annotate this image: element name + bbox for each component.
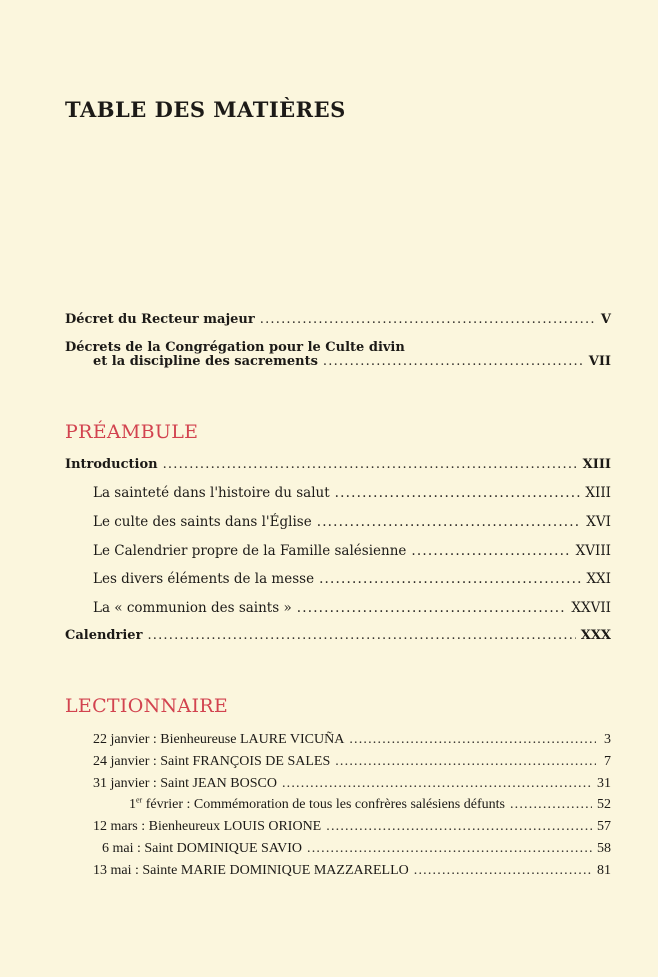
toc-leader-dots (163, 457, 578, 473)
toc-entry-page: 31 (597, 776, 611, 791)
toc-entry-page: 7 (604, 754, 611, 769)
toc-entry[interactable] (129, 797, 611, 813)
toc-entry-label: Les divers éléments de la messe (93, 571, 315, 587)
toc-entry-page: 58 (597, 841, 611, 856)
toc-entry-page: VII (588, 354, 611, 369)
toc-leader-dots (335, 485, 581, 501)
toc-entry-page: XVIII (575, 543, 611, 559)
toc-entry[interactable] (93, 776, 611, 792)
toc-entry[interactable] (102, 841, 611, 857)
toc-entry-label: La sainteté dans l'histoire du salut (93, 485, 330, 501)
toc-entry-label: 13 mai : Sainte MARIE DOMINIQUE MAZZARELLO (93, 863, 409, 878)
toc-entry-label: et la discipline des sacrements (93, 354, 318, 369)
toc-entry-page: XXX (580, 628, 611, 643)
toc-entry[interactable] (65, 312, 611, 328)
toc-leader-dots (326, 819, 592, 835)
toc-entry[interactable] (93, 485, 611, 501)
toc-entry[interactable] (93, 754, 611, 770)
toc-entry[interactable] (93, 819, 611, 835)
toc-entry-label-line1: Décrets de la Congrégation pour le Culte divin (65, 340, 405, 355)
toc-entry-page: XIII (582, 457, 611, 472)
toc-leader-dots (317, 514, 582, 530)
toc-leader-dots (297, 600, 567, 616)
toc-entry-page: 52 (597, 797, 611, 812)
toc-entry-page: 57 (597, 819, 611, 834)
toc-entry-page: 3 (604, 732, 611, 747)
toc-leader-dots (260, 312, 596, 328)
section-heading-lectionnaire: LECTIONNAIRE (65, 695, 229, 717)
toc-entry-page: XVI (586, 514, 611, 530)
toc-entry-label: La « communion des saints » (93, 600, 292, 616)
toc-entry[interactable] (65, 457, 611, 473)
toc-entry[interactable] (93, 543, 611, 559)
toc-leader-dots (414, 863, 592, 879)
toc-leader-dots (147, 628, 575, 644)
toc-leader-dots (349, 732, 596, 748)
toc-entry-label: Décret du Recteur majeur (65, 312, 255, 327)
toc-leader-dots (307, 841, 592, 857)
toc-entry-page: XXI (586, 571, 611, 587)
toc-entry-label: Introduction (65, 457, 158, 472)
toc-entry-ordinal: er (136, 795, 143, 805)
toc-entry-page: V (600, 312, 611, 327)
toc-entry-label: 24 janvier : Saint FRANÇOIS DE SALES (93, 754, 331, 769)
toc-entry-label: 22 janvier : Bienheureuse LAURE VICUÑA (93, 732, 345, 747)
toc-entry[interactable] (93, 600, 611, 616)
toc-entry-text: février : Commémoration de tous les confrères salésiens défunts (142, 797, 505, 812)
toc-leader-dots (510, 797, 592, 813)
toc-entry-page: XIII (585, 485, 611, 501)
toc-leader-dots (335, 754, 596, 770)
page-title: TABLE DES MATIÈRES (65, 97, 346, 122)
toc-entry[interactable] (93, 863, 611, 879)
toc-entry-label: Le Calendrier propre de la Famille salésienne (93, 543, 407, 559)
toc-leader-dots (411, 543, 570, 559)
toc-entry[interactable] (93, 571, 611, 587)
toc-leader-dots (319, 571, 581, 587)
toc-leader-dots (323, 354, 584, 370)
toc-entry-label: 6 mai : Saint DOMINIQUE SAVIO (102, 841, 303, 856)
toc-entry[interactable] (93, 514, 611, 530)
toc-entry[interactable] (93, 732, 611, 748)
toc-entry-page: 81 (597, 863, 611, 878)
toc-entry-label: 12 mars : Bienheureux LOUIS ORIONE (93, 819, 322, 834)
toc-entry-label: Le culte des saints dans l'Église (93, 514, 312, 530)
toc-entry[interactable] (65, 628, 611, 644)
toc-entry[interactable] (93, 354, 611, 370)
toc-entry-page: XXVII (571, 600, 611, 616)
toc-entry-label: Calendrier (65, 628, 143, 643)
section-heading-preambule: PRÉAMBULE (65, 421, 199, 443)
toc-entry-day: 1 (129, 797, 136, 812)
toc-entry-label (129, 797, 505, 813)
toc-leader-dots (282, 776, 592, 792)
toc-entry-label: 31 janvier : Saint JEAN BOSCO (93, 776, 277, 791)
